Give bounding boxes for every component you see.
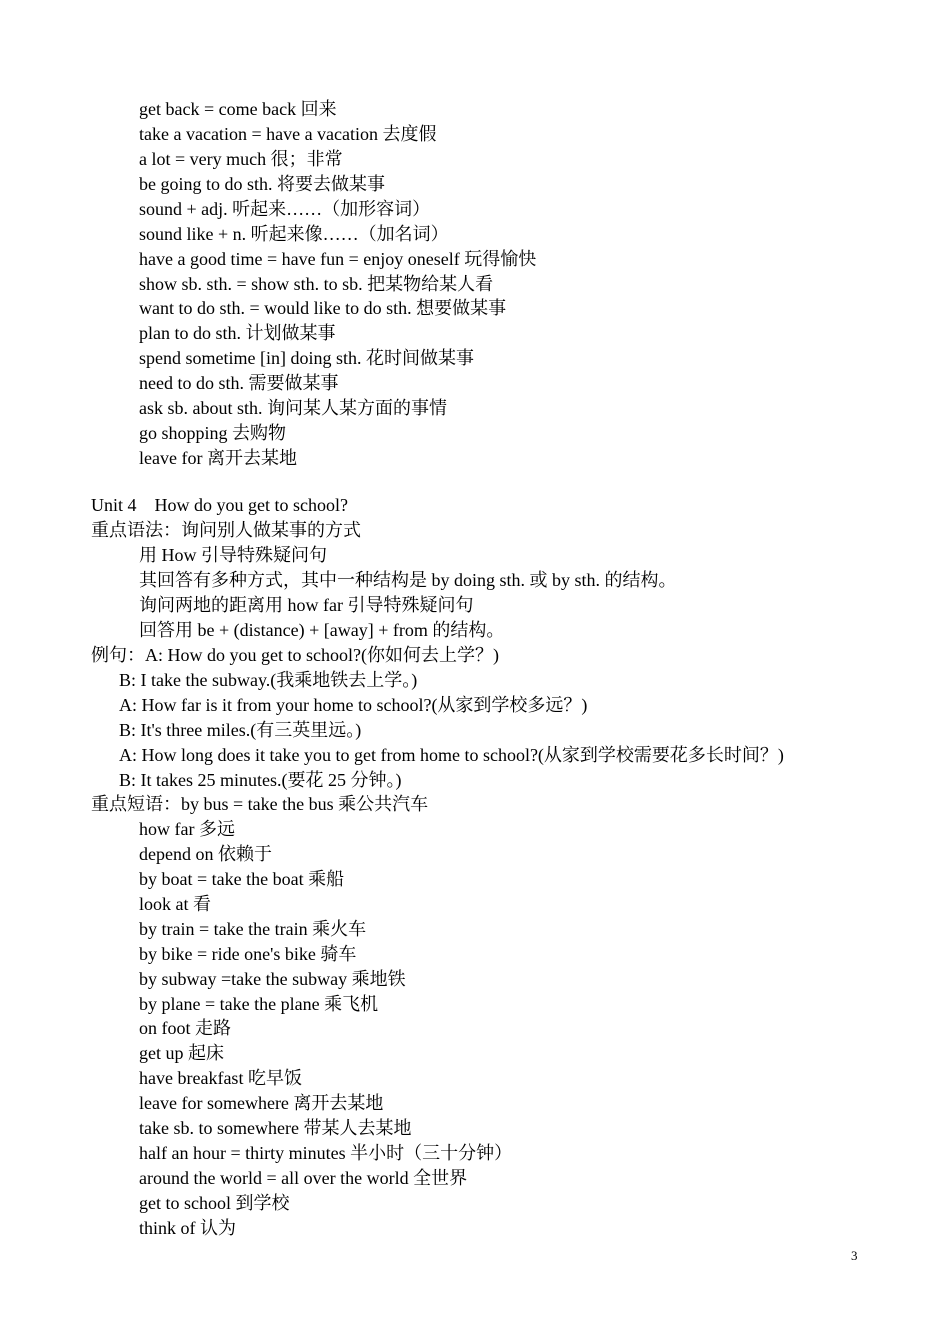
phrase-line: have breakfast 吃早饭: [139, 1068, 302, 1088]
phrase-line: have a good time = have fun = enjoy oneself 玩得愉快: [139, 249, 537, 269]
example-line: A: How far is it from your home to school?(从家到学校多远？): [119, 695, 588, 715]
example-line: A: How long does it take you to get from home to school?(从家到学校需要花多长时间？): [119, 745, 784, 765]
example-line: B: It takes 25 minutes.(要花 25 分钟。): [119, 770, 402, 790]
grammar-line: 询问两地的距离用 how far 引导特殊疑问句: [139, 595, 474, 615]
phrase-line: by train = take the train 乘火车: [139, 919, 367, 939]
phrase-line: plan to do sth. 计划做某事: [139, 323, 336, 343]
phrase-line: get back = come back 回来: [139, 99, 337, 119]
phrase-line: by bike = ride one's bike 骑车: [139, 944, 357, 964]
phrase-line: around the world = all over the world 全世界: [139, 1168, 468, 1188]
phrase-line: go shopping 去购物: [139, 423, 287, 443]
phrase-line: how far 多远: [139, 819, 235, 839]
phrase-line: spend sometime [in] doing sth. 花时间做某事: [139, 348, 474, 368]
page-number: 3: [851, 1248, 858, 1263]
phrase-line: need to do sth. 需要做某事: [139, 373, 339, 393]
phrase-line: ask sb. about sth. 询问某人某方面的事情: [139, 398, 447, 418]
phrase-line: a lot = very much 很；非常: [139, 149, 343, 169]
phrase-line: show sb. sth. = show sth. to sb. 把某物给某人看: [139, 274, 494, 294]
phrase-line: be going to do sth. 将要去做某事: [139, 174, 385, 194]
unit-title: Unit 4 How do you get to school?: [91, 495, 348, 515]
phrase-line: by boat = take the boat 乘船: [139, 869, 345, 889]
phrase-line: half an hour = thirty minutes 半小时（三十分钟）: [139, 1143, 513, 1163]
example-line: B: It's three miles.(有三英里远。): [119, 720, 362, 740]
grammar-line: 回答用 be + (distance) + [away] + from 的结构。: [139, 620, 505, 640]
grammar-line: 其回答有多种方式，其中一种结构是 by doing sth. 或 by sth. 的结构。: [139, 570, 677, 590]
phrase-line: want to do sth. = would like to do sth. 想要做某事: [139, 298, 507, 318]
grammar-heading: 重点语法：询问别人做某事的方式: [91, 520, 361, 540]
phrase-line: sound + adj. 听起来……（加形容词）: [139, 199, 431, 219]
phrase-line: by subway =take the subway 乘地铁: [139, 969, 406, 989]
phrase-line: get to school 到学校: [139, 1193, 290, 1213]
phrase-line: leave for somewhere 离开去某地: [139, 1093, 384, 1113]
phrase-line: take a vacation = have a vacation 去度假: [139, 124, 437, 144]
phrase-line: depend on 依赖于: [139, 844, 272, 864]
phrase-line: get up 起床: [139, 1043, 224, 1063]
phrase-line: look at 看: [139, 894, 211, 914]
example-line: 例句：A: How do you get to school?(你如何去上学？): [91, 645, 499, 665]
phrases-heading: 重点短语：by bus = take the bus 乘公共汽车: [91, 794, 429, 814]
phrase-line: think of 认为: [139, 1218, 236, 1238]
example-line: B: I take the subway.(我乘地铁去上学。): [119, 670, 418, 690]
grammar-line: 用 How 引导特殊疑问句: [139, 545, 327, 565]
phrase-line: take sb. to somewhere 带某人去某地: [139, 1118, 412, 1138]
phrase-line: by plane = take the plane 乘飞机: [139, 994, 379, 1014]
phrase-line: sound like + n. 听起来像……（加名词）: [139, 224, 449, 244]
phrase-line: on foot 走路: [139, 1018, 231, 1038]
phrase-line: leave for 离开去某地: [139, 448, 297, 468]
